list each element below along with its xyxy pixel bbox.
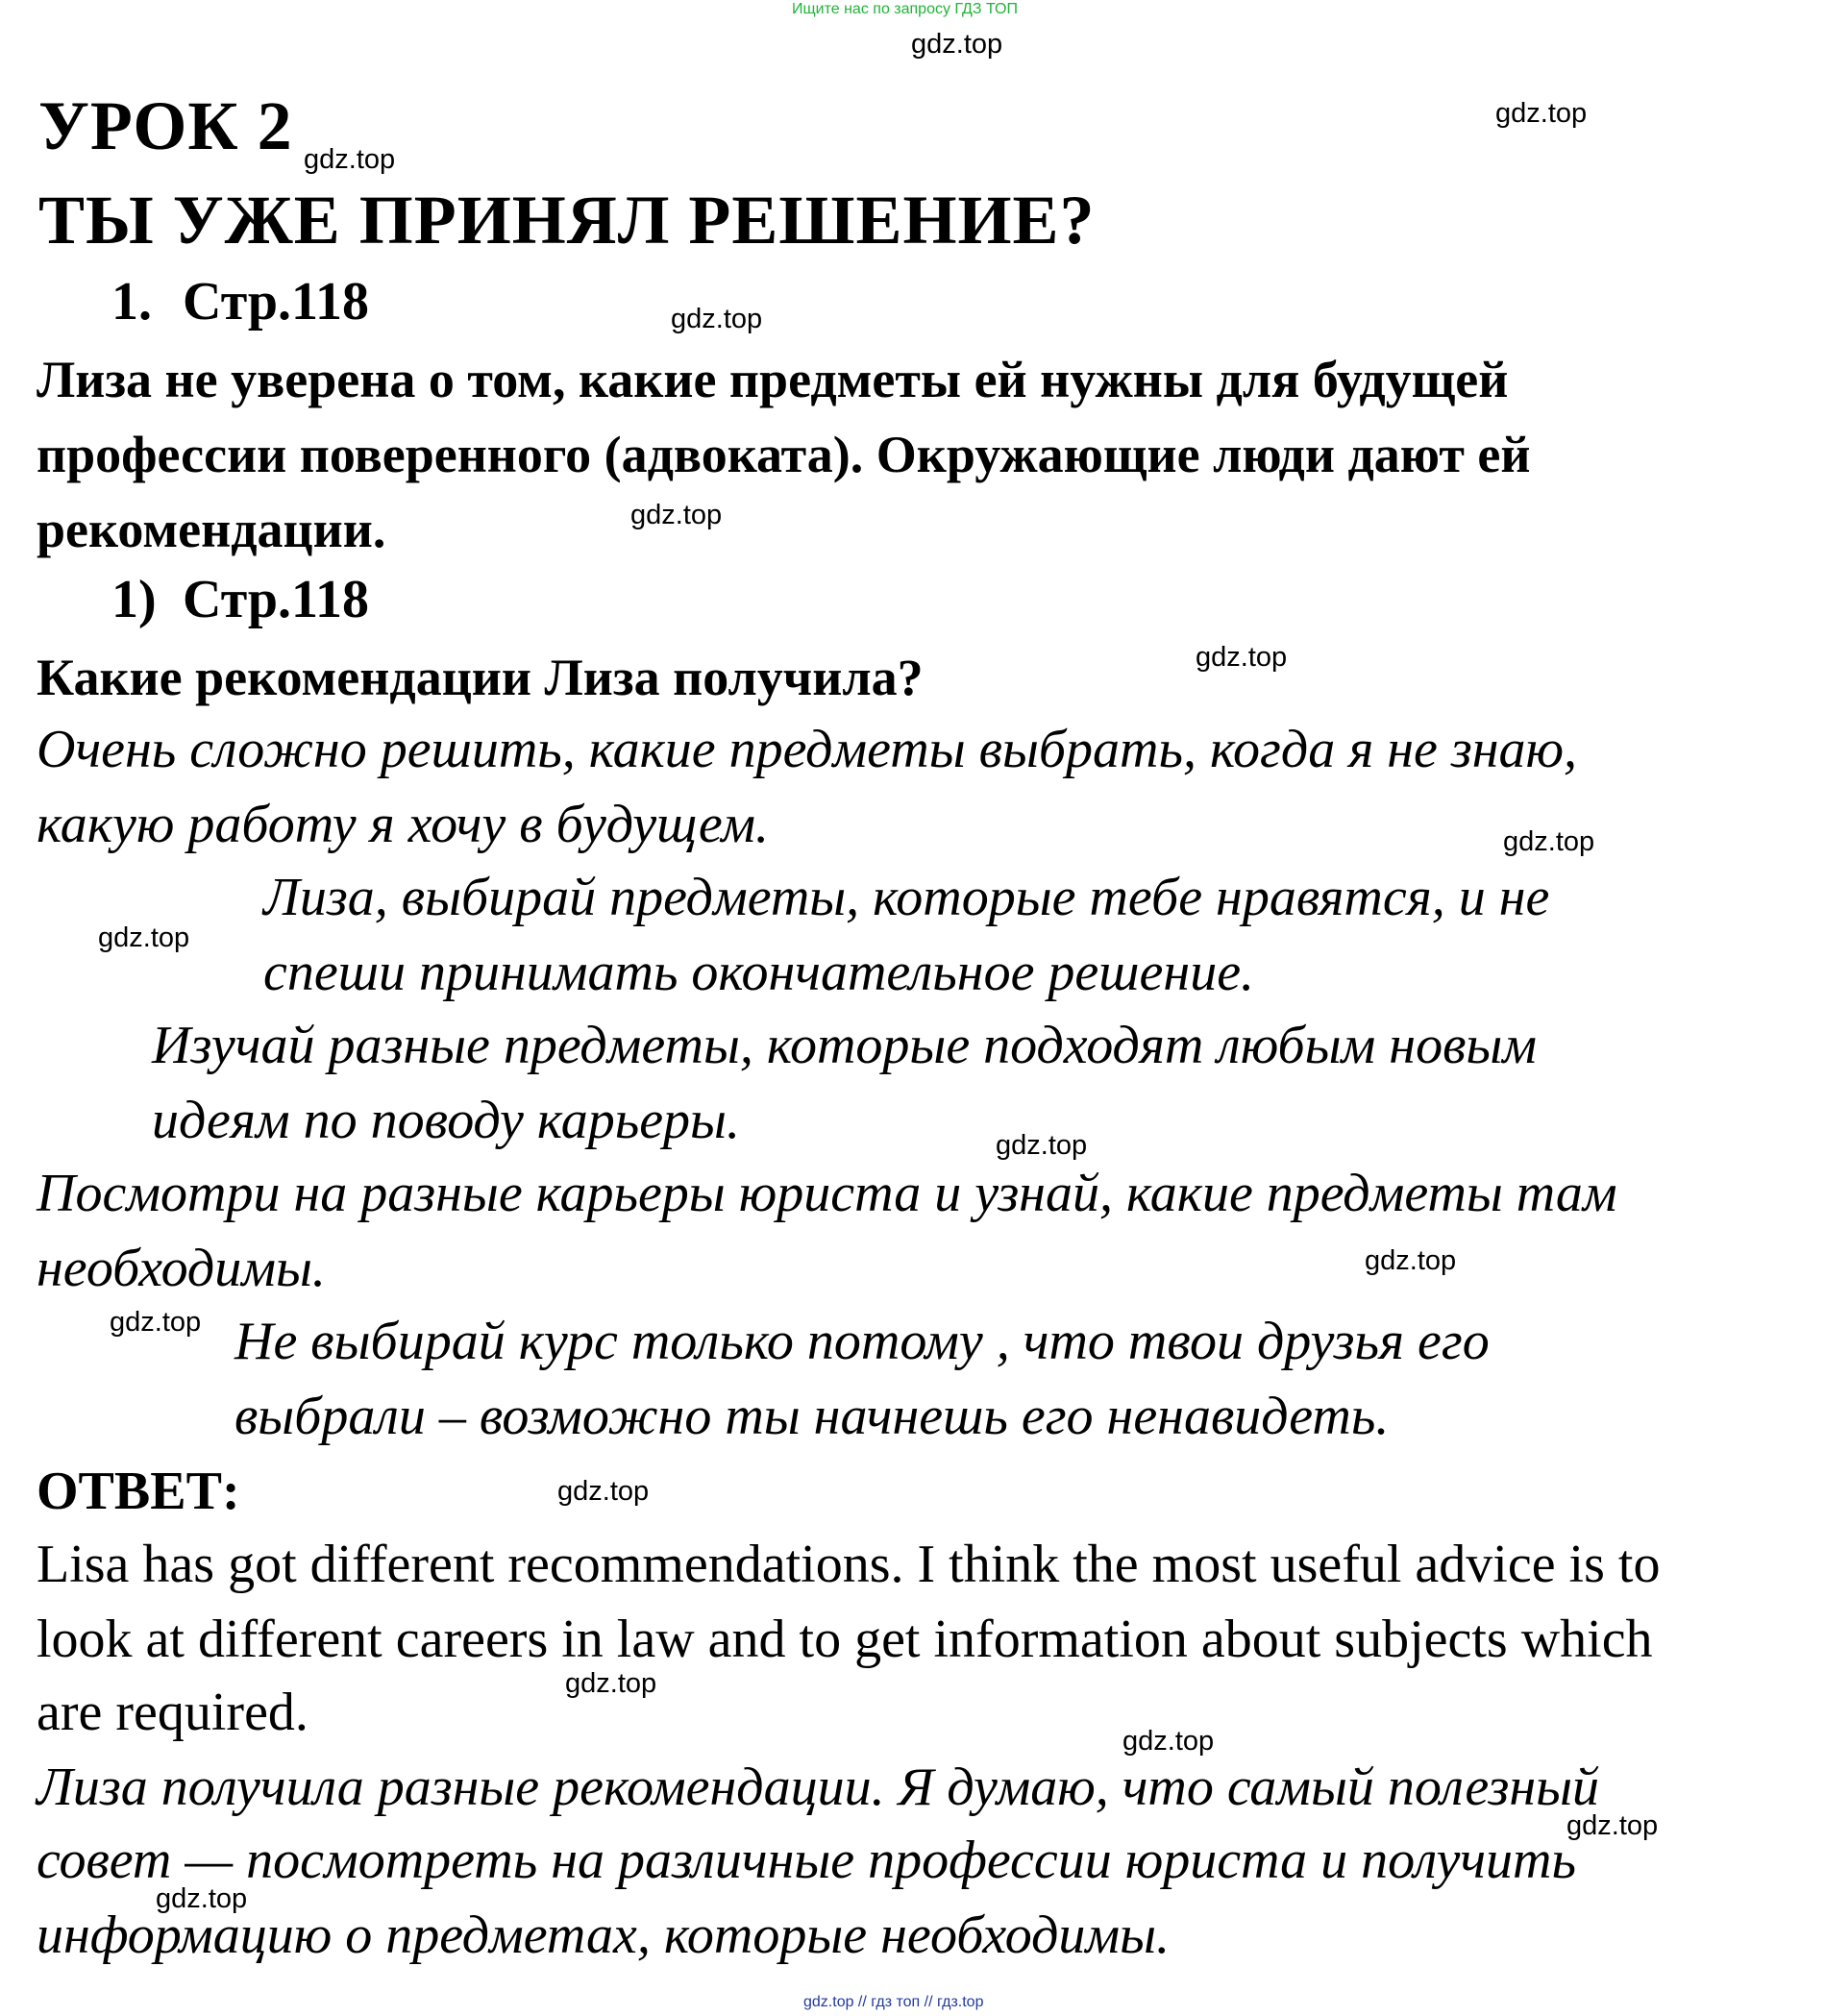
answer-russian-line: информацию о предметах, которые необходимы.: [37, 1905, 1171, 1965]
exercise-number: 1.: [111, 272, 152, 332]
watermark: gdz.top: [1365, 1245, 1457, 1276]
answer-russian-line: совет — посмотреть на различные профессии юриста и получить: [37, 1831, 1576, 1890]
answer-english-line: are required.: [37, 1683, 308, 1742]
watermark: gdz.top: [996, 1130, 1088, 1161]
watermark: gdz.top: [1122, 1726, 1215, 1757]
recommendation-line: Не выбирай курс только потому , что твои друзья его: [234, 1312, 1490, 1371]
watermark: gdz.top: [156, 1883, 248, 1914]
watermark: gdz.top: [1495, 98, 1588, 129]
watermark: gdz.top: [304, 144, 396, 175]
exercise-page: Стр.118: [183, 272, 369, 332]
question: Какие рекомендации Лиза получила?: [37, 649, 924, 706]
recommendation-line: выбрали – возможно ты начнешь его ненавидеть.: [234, 1387, 1390, 1446]
recommendation-line: Очень сложно решить, какие предметы выбрать, когда я не знаю,: [37, 720, 1577, 779]
top-hint-text: Ищите нас по запросу ГДЗ ТОП: [792, 1, 1018, 17]
sub-exercise-page: Стр.118: [183, 570, 369, 629]
watermark: gdz.top: [1196, 642, 1288, 673]
watermark: gdz.top: [557, 1476, 650, 1507]
recommendation-line: какую работу я хочу в будущем.: [37, 795, 770, 854]
recommendation-line: спеши принимать окончательное решение.: [263, 943, 1255, 1002]
answer-english-line: look at different careers in law and to get information about subjects which: [37, 1610, 1653, 1669]
answer-russian-line: Лиза получила разные рекомендации. Я думаю, что самый полезный: [37, 1758, 1600, 1817]
sub-exercise-number: 1): [111, 570, 157, 629]
recommendation-line: Посмотри на разные карьеры юриста и узнай, какие предметы там: [37, 1164, 1617, 1223]
task-line: Лиза не уверена о том, какие предметы ей нужны для будущей: [37, 351, 1509, 408]
watermark: gdz.top: [911, 29, 1003, 60]
task-line: профессии поверенного (адвоката). Окружающие люди дают ей: [37, 426, 1531, 483]
watermark: gdz.top: [630, 500, 723, 530]
watermark: gdz.top: [110, 1307, 202, 1338]
answer-english-line: Lisa has got different recommendations. I think the most useful advice is to: [37, 1535, 1661, 1594]
watermark: gdz.top: [98, 922, 190, 953]
lesson-subtitle: ТЫ УЖЕ ПРИНЯЛ РЕШЕНИЕ?: [38, 182, 1096, 258]
watermark: gdz.top: [1503, 826, 1595, 857]
answer-label: ОТВЕТ:: [37, 1462, 240, 1521]
task-line: рекомендации.: [37, 501, 386, 558]
watermark: gdz.top: [671, 304, 763, 334]
lesson-title: УРОК 2: [38, 87, 293, 164]
recommendation-line: Лиза, выбирай предметы, которые тебе нравятся, и не: [263, 868, 1550, 927]
watermark: gdz.top: [565, 1668, 657, 1699]
recommendation-line: идеям по поводу карьеры.: [152, 1091, 740, 1150]
footer-text: gdz.top // гдз топ // гдз.top: [803, 1994, 984, 2010]
recommendation-line: необходимы.: [37, 1239, 326, 1298]
recommendation-line: Изучай разные предметы, которые подходят любым новым: [152, 1016, 1538, 1075]
watermark: gdz.top: [1566, 1810, 1659, 1841]
